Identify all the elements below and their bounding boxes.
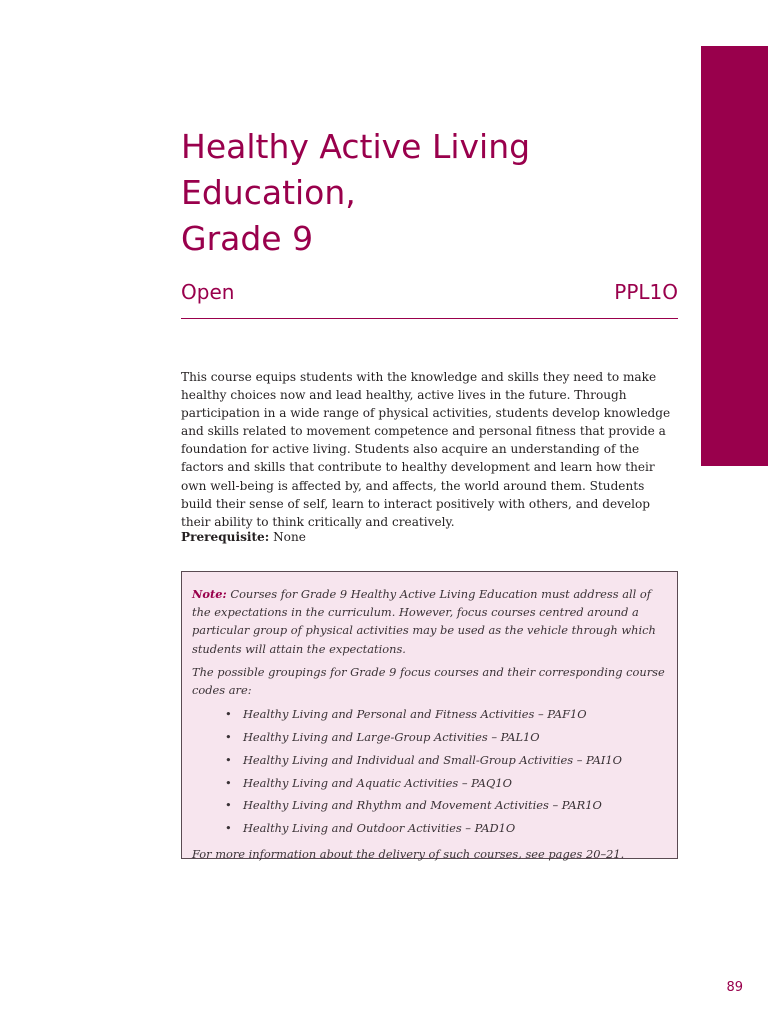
grouping-item-text: Healthy Living and Individual and Small-Group Activities – PAI1O (243, 752, 622, 767)
note-paragraph (192, 585, 668, 658)
course-title-line-1: Healthy Active Living (181, 127, 531, 166)
bullet-icon: • (225, 821, 232, 836)
bullet-icon: • (225, 752, 232, 767)
more-info: For more information about the delivery of such courses, see pages 20–21. (192, 847, 625, 861)
grouping-intro: The possible groupings for Grade 9 focus courses and their corresponding course codes are: (192, 664, 665, 698)
course-title-line-2: Education, (181, 173, 356, 212)
grouping-item (225, 772, 668, 795)
course-title-line-3: Grade 9 (181, 219, 314, 258)
grouping-item (225, 817, 668, 840)
page-number: 89 (726, 980, 743, 995)
grouping-item-text: Healthy Living and Large-Group Activities – PAL1O (243, 730, 540, 745)
course-code: PPL1O (614, 280, 678, 304)
grouping-item (225, 749, 668, 772)
prerequisite-label: Prerequisite: (181, 530, 270, 544)
course-description: This course equips students with the knowledge and skills they need to make healthy choices now and lead healthy, active lives in the future. Through participation in a wide range of physical activities, students develop knowledge and skills related to movement competence and personal fitness that provide a foundation for active living. Students also acquire an understanding of the factors and skills that contribute to healthy development and learn how their own well-being is affected by, and affects, the world around them. Students build their sense of self, learn to interact positively with others, and develop their ability to think critically and creatively. (181, 370, 671, 529)
grouping-item-text: Healthy Living and Outdoor Activities – PAD1O (243, 821, 516, 836)
grouping-list (192, 703, 668, 840)
prerequisite (181, 528, 678, 546)
grouping-item-text: Healthy Living and Aquatic Activities – PAQ1O (243, 775, 512, 790)
bullet-icon: • (225, 798, 232, 813)
note-label: Note: (192, 587, 227, 601)
grouping-item (225, 794, 668, 817)
section-side-tab (701, 46, 768, 466)
grouping-item (225, 726, 668, 749)
bullet-icon: • (225, 730, 232, 745)
course-title (181, 124, 621, 262)
grouping-item-text: Healthy Living and Rhythm and Movement Activities – PAR1O (243, 798, 602, 813)
bullet-icon: • (225, 707, 232, 722)
prerequisite-value: None (273, 530, 306, 544)
course-type: Open (181, 280, 235, 304)
bullet-icon: • (225, 775, 232, 790)
note-box (181, 571, 678, 859)
grouping-item-text: Healthy Living and Personal and Fitness Activities – PAF1O (243, 707, 587, 722)
grouping-item (225, 703, 668, 726)
note-text: Courses for Grade 9 Healthy Active Living Education must address all of the expectations in the curriculum. However, focus courses centred around a particular group of physical activities may be used as the vehicle through which students will attain the expectations. (192, 587, 656, 656)
course-subheader (181, 276, 678, 308)
header-divider (181, 318, 678, 319)
